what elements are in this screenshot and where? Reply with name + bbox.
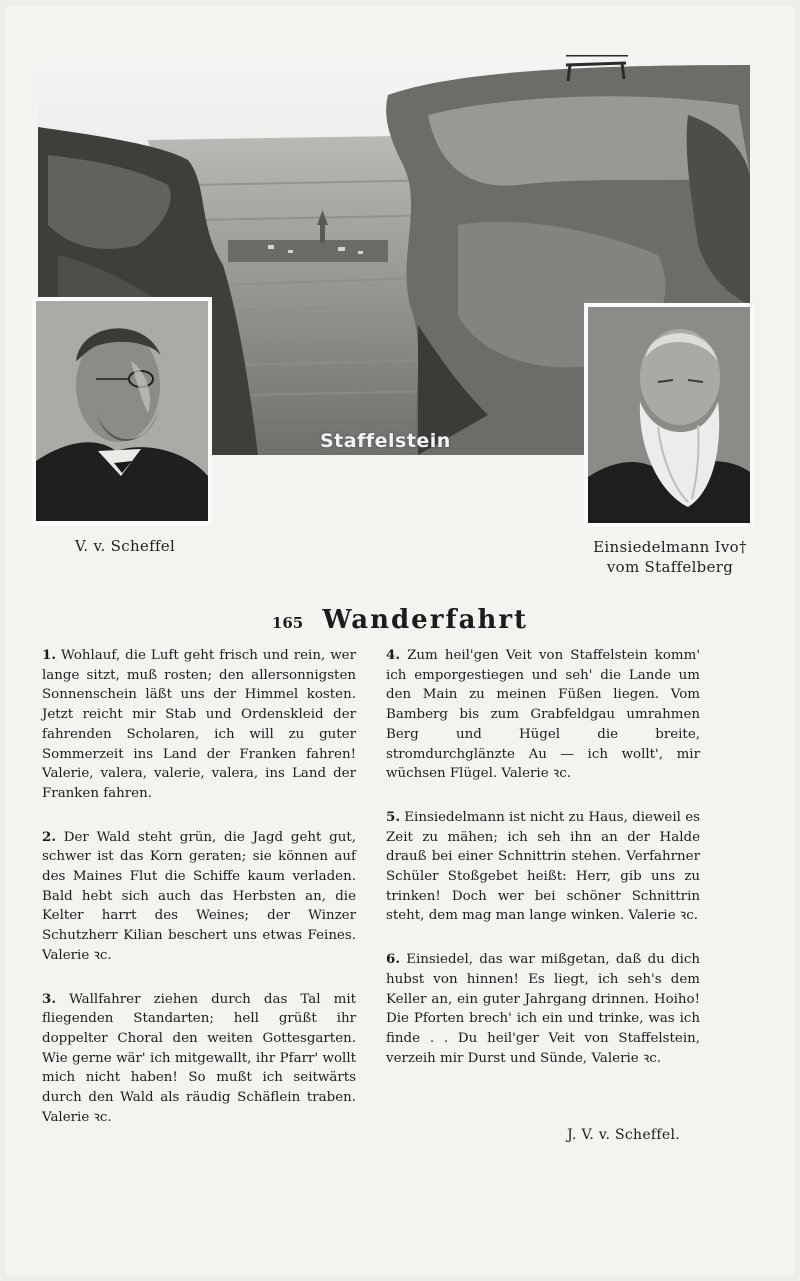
verse-number: 1.: [42, 647, 56, 663]
text-column-left: [42, 646, 356, 1151]
portrait-scheffel: [32, 297, 212, 525]
verse-text: Wohlauf, die Luft geht frisch und rein, wer lange sitzt, muß rosten; den allersonnigsten Sonnenschein läßt uns der Himmel kosten. Jetzt reicht mir Stab und Ordenskleid der fahrenden Scholaren, ich will zu guter Sommerzeit ins Land der Franken fahren! Valerie, valera, valerie, valera, ins Land der Franken fahren.: [42, 648, 356, 801]
portrait-ivo: [584, 303, 754, 527]
verse-number: 5.: [386, 808, 400, 825]
text-column-right: [386, 646, 700, 1092]
verse-1: [42, 646, 356, 804]
verse-text: Der Wald steht grün, die Jagd geht gut, schwer ist das Korn geraten; sie können auf des Maines Flut die Schiffe kaum verladen. Bald hebt sich auch das Herbsten an, die Kelter harrt des Weines; der Winzer Schutzherr Kilian beschert uns etwas Feines. Valerie ꝛc.: [42, 829, 356, 963]
verse-2: [42, 828, 356, 966]
photo-place-caption: Staffelstein: [320, 430, 451, 452]
portrait-right-caption: [570, 537, 770, 577]
verse-number: 2.: [42, 828, 56, 845]
verse-number: 4.: [386, 647, 400, 663]
portrait-right-caption-line2: vom Staffelberg: [606, 558, 734, 576]
author-signature: J. V. v. Scheffel.: [567, 1127, 680, 1143]
song-title: Wanderfahrt: [322, 605, 529, 635]
verse-3: [42, 990, 356, 1128]
verse-5: [386, 808, 700, 926]
song-number: 165: [271, 614, 304, 632]
portrait-left-caption: V. v. Scheffel: [74, 537, 176, 555]
song-heading: [0, 605, 800, 635]
verse-text: Einsiedel, das war mißgetan, daß du dich hubst von hinnen! Es liegt, ich seh's dem Keller an, ein guter Jahrgang drinnen. Hoiho! Die Pforten brech' ich ein und trinke, was ich finde . . Du heil'ger Veit von Staffelstein, verzeih mir Durst und Sünde, Valerie ꝛc.: [386, 952, 700, 1066]
portrait-scheffel-image: [36, 301, 208, 521]
verse-number: 3.: [42, 990, 56, 1007]
verse-text: Einsiedelmann ist nicht zu Haus, dieweil es Zeit zu mähen; ich seh ihn an der Halde drauß bei einer Schnittrin stehen. Verfahrner Schüler Stoßgebet heißt: Herr, gib uns zu trinken! Doch wer bei schöner Schnittrin steht, dem mag man lange winken. Valerie ꝛc.: [386, 809, 700, 924]
portrait-ivo-image: [588, 307, 750, 523]
verse-6: [386, 950, 700, 1068]
verse-text: Zum heil'gen Veit von Staffelstein komm' ich emporgestiegen und seh' die Lande um den Main zu meinen Füßen liegen. Vom Bamberg bis zum Grabfeldgau umrahmen Berg und Hügel die breite, stromdurchglänzte Au — ich wollt', mir wüchsen Flügel. Valerie ꝛc.: [386, 648, 700, 782]
portrait-right-caption-line1: Einsiedelmann Ivo†: [593, 538, 747, 556]
verse-4: [386, 646, 700, 784]
verse-text: Wallfahrer ziehen durch das Tal mit fliegenden Standarten; hell grüßt ihr doppelter Choral den weiten Gottesgarten. Wie gerne wär' ich mitgewallt, ihr Pfarr' wollt mich nicht haben! So mußt ich seitwärts durch den Wald als räudig Schäflein traben. Valerie ꝛc.: [42, 991, 356, 1125]
verse-number: 6.: [386, 951, 400, 968]
